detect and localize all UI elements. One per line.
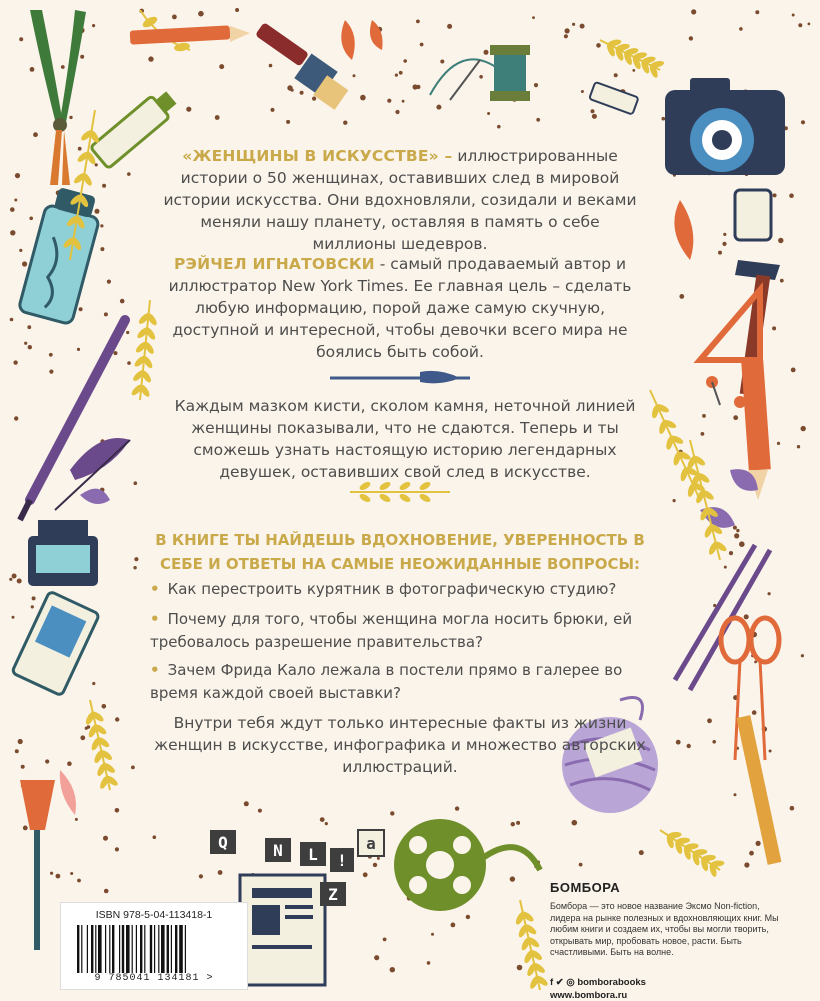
dot	[390, 967, 395, 972]
dot	[702, 414, 706, 418]
svg-text:N: N	[273, 841, 283, 860]
dot	[67, 761, 72, 766]
dot	[801, 426, 806, 431]
dot	[23, 826, 28, 831]
barcode-bar	[144, 925, 145, 973]
dot	[102, 184, 106, 188]
dot	[373, 863, 377, 867]
dot	[701, 432, 705, 436]
dot	[572, 23, 575, 26]
dot	[712, 740, 716, 744]
leaf-divider-icon	[350, 480, 450, 503]
dot	[447, 24, 452, 29]
dot	[363, 872, 368, 877]
thread-spool-icon	[430, 45, 530, 101]
dot	[30, 67, 35, 72]
dot	[440, 60, 444, 64]
barcode-box	[60, 902, 248, 990]
barcode-bar	[175, 925, 177, 973]
publisher-social[interactable]: f ✔ ◎ bomborabooks	[550, 976, 646, 988]
dot	[691, 9, 696, 14]
section-heading: В КНИГЕ ТЫ НАЙДЕШЬ ВДОХНОВЕНИЕ, УВЕРЕННОСТЬ В СЕБЕ И ОТВЕТЫ НА САМЫЕ НЕОЖИДАННЫЕ ВОПРОСЫ:	[155, 531, 645, 573]
dot	[49, 370, 53, 374]
dot	[271, 108, 275, 112]
barcode-bar	[167, 925, 169, 973]
publisher-name: БОМБОРА	[550, 880, 621, 895]
dot	[427, 961, 431, 965]
barcode-bar	[126, 925, 130, 973]
isbn-text: ISBN 978-5-04-113418-1	[95, 909, 213, 921]
book-title: «ЖЕНЩИНЫ В ИСКУССТВЕ» –	[182, 147, 453, 165]
dot	[773, 193, 777, 197]
dot	[50, 872, 53, 875]
dot	[673, 499, 676, 502]
dot	[487, 112, 490, 115]
dot	[395, 74, 398, 77]
dot	[75, 818, 78, 821]
outro-paragraph: Внутри тебя ждут только интересные факты из жизни женщин в искусстве, инфографика и множество авторских иллюстраций.	[154, 714, 646, 776]
dot	[565, 28, 570, 33]
dot	[777, 442, 780, 445]
dot	[798, 23, 802, 27]
dot	[734, 533, 739, 538]
dot	[49, 353, 53, 357]
publisher-description: Бомбора — это новое название Эксмо Non-fiction, лидера на рынке полезных и вдохновляющих книг. Мы любим книги и создаем их, чтобы вы могли творить, открывать мир, пробовать новое, расти. Быть счастливыми. Быть на волне.	[550, 901, 779, 957]
bullet: •	[150, 610, 160, 628]
dot	[399, 71, 403, 75]
dot	[416, 20, 420, 24]
dot	[107, 280, 111, 284]
question-text: Почему для того, чтобы женщина могла носить брюки, ей требовалось разрешение правительства?	[150, 610, 633, 651]
dot	[10, 318, 14, 322]
dot	[120, 299, 125, 304]
barcode-bar	[185, 925, 186, 973]
newspaper-icon	[240, 875, 325, 985]
dot	[801, 654, 804, 657]
barcode-bar	[77, 925, 79, 973]
dot	[95, 209, 100, 214]
dot	[755, 10, 759, 14]
dot	[80, 55, 84, 59]
paint-brush-icon	[20, 320, 125, 520]
dot	[801, 120, 805, 124]
dot	[325, 822, 328, 825]
dot	[13, 360, 17, 364]
dot	[69, 116, 72, 119]
dot	[729, 551, 733, 555]
dot	[734, 793, 737, 796]
dot	[127, 361, 131, 365]
dot	[291, 89, 294, 92]
dot	[219, 64, 224, 69]
dot	[95, 163, 98, 166]
barcode-bar	[154, 925, 155, 973]
dot	[312, 97, 316, 101]
dot	[591, 109, 595, 113]
dot	[300, 91, 304, 95]
barcode-bar	[119, 925, 120, 973]
svg-text:Z: Z	[328, 885, 338, 904]
brush-icon	[20, 780, 55, 950]
pencil-icon	[130, 25, 250, 44]
barcode-bar	[171, 925, 172, 973]
barcode-bar	[150, 925, 152, 973]
dot	[768, 592, 771, 595]
dot	[127, 172, 131, 176]
barcode-bar	[136, 925, 137, 973]
dot	[79, 307, 83, 311]
dot	[403, 59, 407, 63]
dot	[56, 874, 61, 879]
publisher-block	[550, 880, 790, 1001]
dot	[724, 566, 727, 569]
dot	[733, 415, 738, 420]
dot	[18, 739, 23, 744]
dot	[31, 605, 34, 608]
film-roll-icon	[735, 190, 771, 240]
barcode-bar	[122, 925, 124, 973]
dot	[320, 817, 325, 822]
dot	[534, 83, 538, 87]
dot	[511, 822, 515, 826]
barcode-bar	[179, 925, 183, 973]
svg-text:a: a	[366, 834, 376, 853]
bullet: •	[150, 580, 160, 598]
dot	[744, 614, 749, 619]
dot	[484, 50, 489, 55]
barcode-bar	[91, 925, 93, 973]
dot	[808, 23, 811, 26]
dot	[19, 37, 23, 41]
dot	[383, 938, 387, 942]
dot	[12, 616, 15, 619]
dot	[15, 749, 19, 753]
dot	[78, 147, 82, 151]
intro-paragraph-author	[160, 253, 640, 363]
dot	[235, 8, 239, 12]
dot	[662, 117, 666, 121]
dot	[733, 526, 737, 530]
dot	[517, 965, 523, 971]
dot	[723, 233, 726, 236]
barcode-bar	[105, 925, 106, 973]
dot	[420, 43, 424, 47]
barcode-bar	[87, 925, 88, 973]
dot	[791, 368, 796, 373]
knitting-needles-icon	[675, 545, 770, 690]
dot	[572, 820, 578, 826]
dot	[115, 847, 119, 851]
dot	[769, 750, 772, 753]
svg-text:!: !	[337, 851, 347, 870]
dot	[580, 24, 585, 29]
dot	[133, 566, 136, 569]
dot	[579, 863, 583, 867]
dot	[564, 34, 568, 38]
question-item	[150, 659, 650, 705]
dot	[153, 835, 157, 839]
dot	[596, 43, 601, 48]
dot	[15, 173, 20, 178]
dot	[134, 557, 138, 561]
dot	[115, 808, 120, 813]
dot	[100, 247, 104, 251]
dot	[532, 16, 535, 19]
barcode-bar	[140, 925, 142, 973]
dot	[455, 806, 459, 810]
dot	[772, 326, 776, 330]
dot	[497, 125, 501, 129]
dot	[360, 95, 366, 101]
barcode-bar	[81, 925, 82, 973]
barcode-bar	[112, 925, 114, 973]
dot	[269, 64, 273, 68]
dot	[451, 923, 456, 928]
dot	[172, 15, 177, 20]
dot	[22, 261, 27, 266]
paint-tube-icon	[12, 591, 100, 696]
dot	[21, 765, 25, 769]
dot	[707, 718, 712, 723]
dot	[797, 445, 800, 448]
dot	[61, 65, 65, 69]
dot	[19, 249, 22, 252]
intro-text-book: иллюстрированные истории о 50 женщинах, оставивших след в мировой истории искусства. Они вдохновляли, созидали и веками меняли нашу планету, оставляя в память о себе миллионы шедевров.	[163, 147, 637, 253]
dot	[77, 348, 80, 351]
spray-can-icon	[18, 185, 105, 325]
pen-divider-icon	[330, 371, 470, 383]
dot	[12, 574, 17, 579]
dot	[374, 955, 379, 960]
question-item	[150, 578, 650, 601]
leaf-icon	[674, 200, 693, 260]
dot	[780, 279, 784, 283]
dot	[33, 132, 38, 137]
dot	[100, 224, 103, 227]
dot	[479, 75, 483, 79]
dot	[789, 193, 794, 198]
dot	[536, 118, 540, 122]
dot	[581, 90, 584, 93]
dot	[390, 811, 394, 815]
dot	[27, 325, 31, 329]
dot	[286, 120, 290, 124]
barcode-bar	[109, 925, 110, 973]
dot	[198, 11, 204, 17]
dot	[9, 578, 12, 581]
dot	[744, 862, 749, 867]
dot	[244, 801, 249, 806]
dot	[436, 105, 441, 110]
dot	[215, 115, 220, 120]
dot	[739, 27, 743, 31]
author-name: РЭЙЧЕЛ ИГНАТОВСКИ	[173, 255, 375, 273]
film-reel-icon	[394, 819, 540, 911]
svg-text:Q: Q	[218, 833, 228, 852]
dot	[395, 110, 399, 114]
dot	[29, 217, 33, 221]
dot	[792, 14, 795, 17]
dot	[736, 529, 739, 532]
dot	[102, 704, 107, 709]
dot	[510, 876, 515, 881]
dot	[679, 294, 684, 299]
intro-paragraph-book	[160, 145, 640, 255]
barcode-bar	[161, 925, 165, 973]
dot	[104, 312, 108, 316]
svg-text:L: L	[308, 845, 318, 864]
dot	[14, 416, 18, 420]
dot	[416, 85, 420, 89]
barcode-digits: 9 785041 134181 >	[94, 973, 214, 984]
dot	[752, 710, 757, 715]
dot	[749, 851, 754, 856]
dot	[718, 251, 722, 255]
dot	[343, 121, 347, 125]
question-text: Зачем Фрида Кало лежала в постели прямо в галерее во время каждой своей выставки?	[150, 661, 623, 702]
dot	[148, 56, 153, 61]
dot	[131, 766, 135, 770]
dot	[199, 874, 203, 878]
ink-bottle-icon	[28, 520, 98, 586]
dot	[134, 481, 138, 485]
dot	[28, 345, 32, 349]
dot	[790, 806, 795, 811]
dot	[687, 744, 691, 748]
barcode-icon	[75, 925, 235, 973]
dot	[92, 682, 95, 685]
dot	[258, 809, 262, 813]
dot	[402, 100, 405, 103]
dot	[32, 596, 36, 600]
publisher-site-link[interactable]: www.bombora.ru	[550, 989, 628, 1001]
question-item	[150, 608, 650, 654]
dot	[377, 857, 380, 860]
dot	[739, 541, 745, 547]
pliers-icon	[30, 10, 86, 185]
quote-paragraph: Каждым мазком кисти, сколом камня, неточной линией женщины показывали, что не сдаются. Теперь и ты сможешь узнать настоящую историю легендарных девушек, оставивших свой след в искусстве.	[174, 397, 636, 481]
dot	[218, 870, 223, 875]
barcode-bar	[98, 925, 102, 973]
dot	[24, 342, 27, 345]
dot	[353, 74, 356, 77]
dot	[80, 735, 85, 740]
leaf-icon	[341, 20, 382, 60]
intro-text-author: - самый продаваемый автор и иллюстратор New York Times. Ее главная цель – сделать любую информацию, порой даже самую скучную, доступной и интересной, чтобы девочки всего мира не боялись быть собой.	[168, 255, 632, 361]
barcode-bar	[132, 925, 133, 973]
question-text: Как перестроить курятник в фотографическую студию?	[167, 580, 617, 598]
dot	[632, 69, 635, 72]
dot	[778, 238, 783, 243]
dot	[387, 99, 391, 103]
dot	[186, 107, 191, 112]
camera-icon	[665, 78, 785, 175]
dot	[431, 933, 434, 936]
dot	[466, 915, 470, 919]
dot	[10, 207, 15, 212]
bullet: •	[150, 661, 160, 679]
dot	[614, 73, 618, 77]
paint-tube-icon	[589, 82, 638, 115]
dot	[77, 879, 81, 883]
dot	[103, 836, 108, 841]
dot	[17, 579, 22, 584]
dot	[45, 759, 49, 763]
dot	[639, 850, 644, 855]
dot	[104, 889, 109, 894]
leaf-icon	[60, 770, 76, 815]
dot	[92, 24, 95, 27]
dot	[676, 740, 681, 745]
dot	[126, 331, 129, 334]
dot	[516, 821, 520, 825]
dot	[592, 114, 597, 119]
dot	[756, 841, 761, 846]
dot	[14, 199, 17, 202]
dot	[115, 717, 119, 721]
barcode-bar	[158, 925, 159, 973]
barcode-bar	[95, 925, 96, 973]
dot	[87, 725, 91, 729]
dot	[70, 872, 73, 875]
dot	[689, 36, 693, 40]
dot	[10, 230, 15, 235]
dot	[722, 242, 726, 246]
dot	[114, 351, 118, 355]
